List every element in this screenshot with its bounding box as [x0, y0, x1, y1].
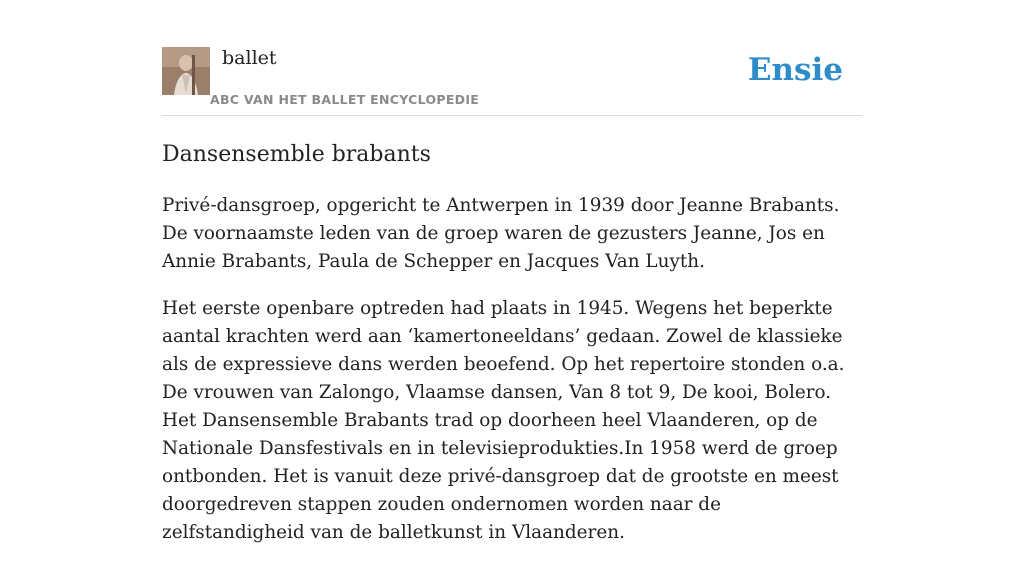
category-subtitle: ABC VAN HET BALLET ENCYCLOPEDIE: [210, 92, 480, 107]
article-paragraph: Privé-dansgroep, opgericht te Antwerpen in 1939 door Jeanne Brabants. De voornaamste leden van de groep waren de gezusters Jeanne, Jos en Annie Brabants, Paula de Schepper en Jacques Van Luyth.: [162, 195, 840, 272]
ensie-logo[interactable]: Ensie: [747, 52, 843, 88]
article-body: [162, 192, 862, 566]
category-avatar[interactable]: [162, 47, 210, 95]
header-divider: [162, 115, 862, 116]
category-link[interactable]: ballet: [222, 47, 277, 69]
dancer-photo-icon: [162, 47, 210, 95]
article-paragraph: Het eerste openbare optreden had plaats in 1945. Wegens het beperkte aantal krachten werd aan ‘kamertoneeldans’ gedaan. Zowel de klassieke als de expressieve dans werden beoefend. Op het repertoire stonden o.a. De vrouwen van Zalongo, Vlaamse dansen, Van 8 tot 9, De kooi, Bolero. Het Dansensemble Brabants trad op doorheen heel Vlaanderen, op de Nationale Dansfestivals en in televisieprodukties.In 1958 werd de groep ontbonden. Het is vanuit deze privé-dansgroep dat de grootste en meest doorgedreven stappen zouden ondernomen worden naar de zelfstandigheid van de balletkunst in Vlaanderen.: [162, 298, 845, 543]
article-title: Dansensemble brabants: [162, 142, 431, 167]
